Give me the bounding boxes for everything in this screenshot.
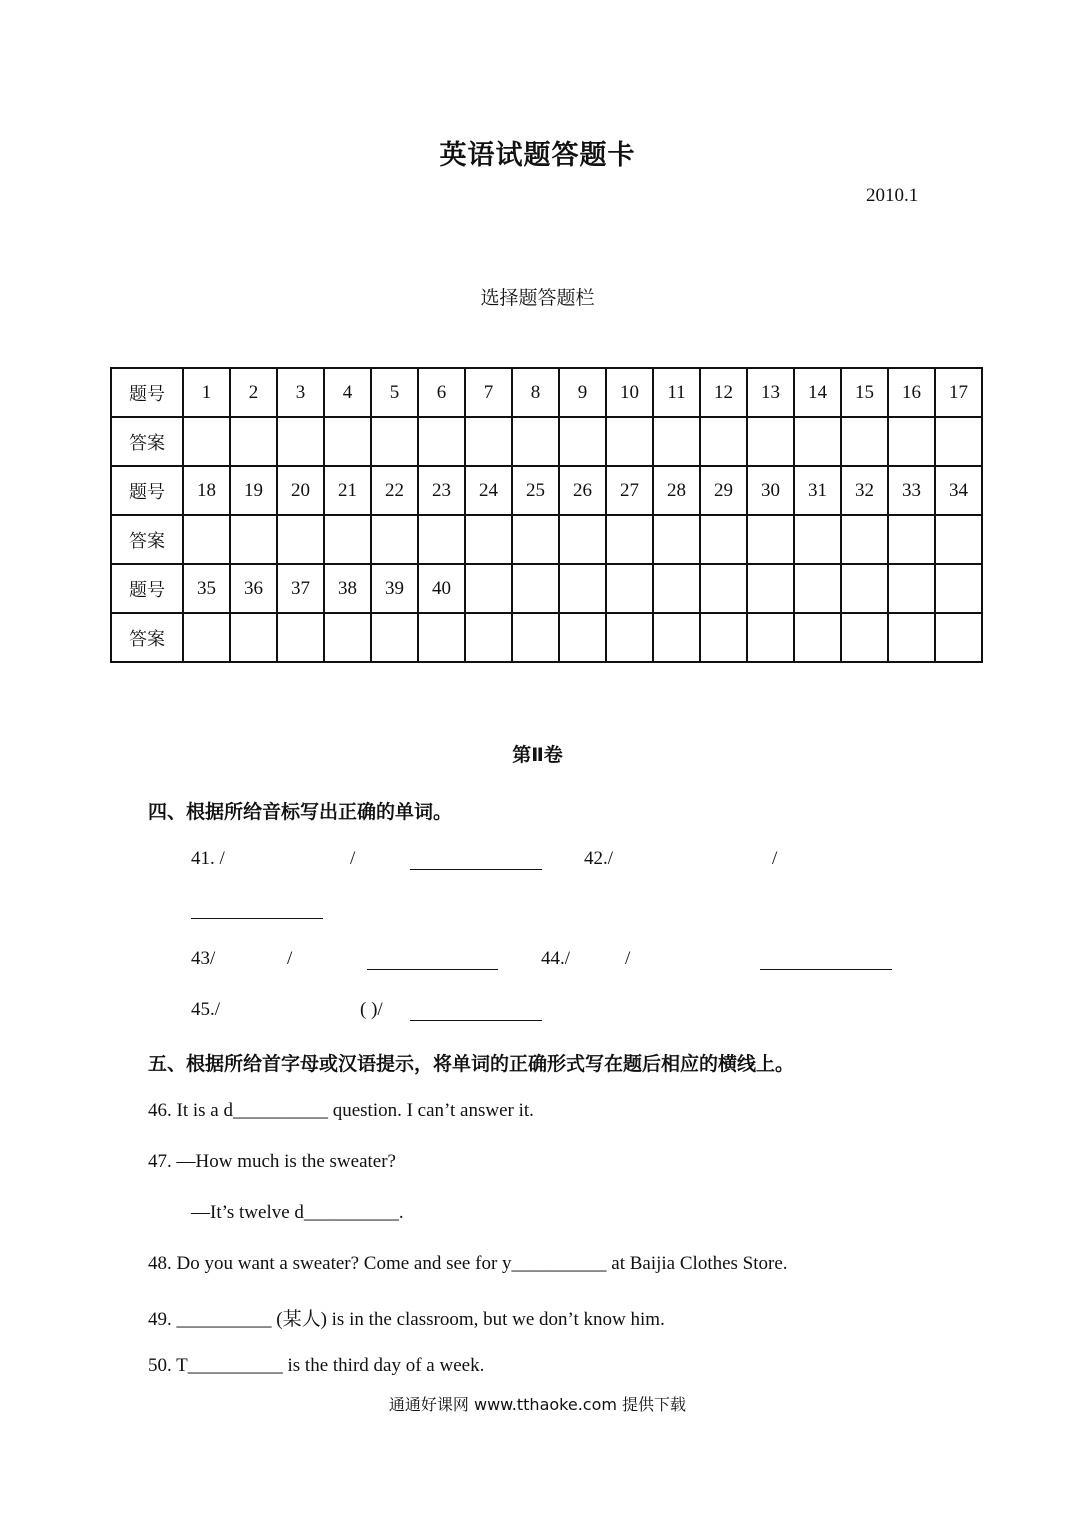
question-number-cell [794,564,841,613]
question-number-cell: 15 [841,368,888,417]
answer-cell[interactable] [230,417,277,466]
answer-cell[interactable] [606,515,653,564]
question-number-cell: 10 [606,368,653,417]
q44-slash: / [625,948,631,969]
page-title: 英语试题答题卡 [439,140,636,171]
answer-label-cell: 答案 [111,613,183,662]
question-number-cell: 11 [653,368,700,417]
q50-text: 50. T__________ is the third day of a week. [148,1355,485,1376]
question-label-cell: 题号 [111,466,183,515]
answer-cell[interactable] [324,613,371,662]
answer-cell[interactable] [841,417,888,466]
answer-cell[interactable] [700,613,747,662]
answer-cell[interactable] [277,515,324,564]
question-number-cell: 19 [230,466,277,515]
question-label-cell: 题号 [111,564,183,613]
q41-label: 41. / [191,848,225,869]
q42-slash: / [772,848,778,869]
answer-cell[interactable] [935,515,982,564]
answer-cell[interactable] [371,613,418,662]
answer-cell[interactable] [841,515,888,564]
question-number-cell: 20 [277,466,324,515]
question-number-cell: 27 [606,466,653,515]
answer-cell[interactable] [747,417,794,466]
question-number-cell [653,564,700,613]
answer-cell[interactable] [183,515,230,564]
answer-row [111,613,982,662]
answer-cell[interactable] [606,613,653,662]
answer-cell[interactable] [653,417,700,466]
answer-cell[interactable] [888,515,935,564]
answer-cell[interactable] [606,417,653,466]
question-number-cell: 1 [183,368,230,417]
answer-cell[interactable] [512,515,559,564]
answer-cell[interactable] [559,515,606,564]
answer-cell[interactable] [183,417,230,466]
question-number-cell: 12 [700,368,747,417]
question-number-row [111,368,982,417]
question-number-cell [512,564,559,613]
question-number-cell: 2 [230,368,277,417]
answer-row [111,417,982,466]
answer-cell[interactable] [465,515,512,564]
q45-paren: ( )/ [360,999,383,1020]
answer-cell[interactable] [747,515,794,564]
question-number-cell: 37 [277,564,324,613]
q41-slash: / [350,848,356,869]
question-number-cell: 40 [418,564,465,613]
q46-text: 46. It is a d__________ question. I can’t answer it. [148,1100,534,1121]
question-number-cell: 6 [418,368,465,417]
answer-cell[interactable] [512,417,559,466]
answer-cell[interactable] [935,613,982,662]
answer-cell[interactable] [512,613,559,662]
question-number-cell: 3 [277,368,324,417]
question-number-cell: 26 [559,466,606,515]
answer-row [111,515,982,564]
question-number-cell [747,564,794,613]
exam-date: 2010.1 [866,185,919,206]
question-number-cell: 8 [512,368,559,417]
question-number-cell: 38 [324,564,371,613]
answer-cell[interactable] [888,613,935,662]
answer-cell[interactable] [371,515,418,564]
q45-answer-blank[interactable] [410,1002,542,1021]
question-number-cell: 24 [465,466,512,515]
question-number-cell: 22 [371,466,418,515]
question-number-cell: 29 [700,466,747,515]
question-number-row [111,466,982,515]
question-number-cell: 9 [559,368,606,417]
q42-label: 42./ [584,848,614,869]
answer-cell[interactable] [418,613,465,662]
answer-cell[interactable] [794,515,841,564]
question-number-cell: 7 [465,368,512,417]
question-number-cell: 34 [935,466,982,515]
q47-answer: —It’s twelve d__________. [191,1202,404,1223]
answer-cell[interactable] [888,417,935,466]
question-number-cell [935,564,982,613]
q47-question: 47. —How much is the sweater? [148,1151,396,1172]
question-label-cell: 题号 [111,368,183,417]
q44-label: 44./ [541,948,571,969]
question-number-cell [888,564,935,613]
answer-cell[interactable] [559,613,606,662]
q43-answer-blank[interactable] [367,951,498,970]
question-number-cell: 31 [794,466,841,515]
question-number-cell: 36 [230,564,277,613]
answer-cell[interactable] [324,417,371,466]
question-number-cell: 25 [512,466,559,515]
answer-cell[interactable] [230,515,277,564]
answer-cell[interactable] [324,515,371,564]
answer-label-cell: 答案 [111,417,183,466]
question-number-cell [606,564,653,613]
answer-label-cell: 答案 [111,515,183,564]
answer-cell[interactable] [700,515,747,564]
question-number-cell: 35 [183,564,230,613]
answer-cell[interactable] [653,613,700,662]
question-number-cell [465,564,512,613]
q45-label: 45./ [191,999,221,1020]
answer-cell[interactable] [277,613,324,662]
question-number-cell: 21 [324,466,371,515]
q43-label: 43/ [191,948,216,969]
answer-cell[interactable] [183,613,230,662]
answer-cell[interactable] [371,417,418,466]
question-number-cell [700,564,747,613]
answer-cell[interactable] [935,417,982,466]
question-number-cell: 17 [935,368,982,417]
q43-slash: / [287,948,293,969]
answer-cell[interactable] [418,417,465,466]
question-number-cell: 39 [371,564,418,613]
part2-title: 第Ⅱ卷 [512,744,563,766]
answer-cell[interactable] [841,613,888,662]
answer-cell[interactable] [700,417,747,466]
q48-text: 48. Do you want a sweater? Come and see for y__________ at Baijia Clothes Store. [148,1253,788,1274]
answer-cell[interactable] [559,417,606,466]
question-number-cell: 13 [747,368,794,417]
section4-heading: 四、根据所给音标写出正确的单词。 [148,801,453,823]
answer-cell[interactable] [747,613,794,662]
question-number-cell: 30 [747,466,794,515]
answer-cell[interactable] [465,613,512,662]
question-number-cell [559,564,606,613]
question-number-cell: 23 [418,466,465,515]
question-number-cell: 5 [371,368,418,417]
question-number-cell: 28 [653,466,700,515]
question-number-cell: 18 [183,466,230,515]
answer-cell[interactable] [465,417,512,466]
answer-cell[interactable] [653,515,700,564]
question-number-cell: 14 [794,368,841,417]
footer-credit: 通通好课网 www.tthaoke.com 提供下载 [388,1395,687,1414]
q42-answer-blank[interactable] [191,900,323,919]
question-number-cell: 4 [324,368,371,417]
q41-answer-blank[interactable] [410,851,542,870]
answer-cell[interactable] [230,613,277,662]
q49-text: 49. __________ (某人) is in the classroom, but we don’t know him. [148,1309,665,1330]
question-number-cell: 16 [888,368,935,417]
answer-cell[interactable] [277,417,324,466]
answer-cell[interactable] [794,613,841,662]
question-number-cell [841,564,888,613]
answer-cell[interactable] [418,515,465,564]
question-number-cell: 32 [841,466,888,515]
q44-answer-blank[interactable] [760,951,892,970]
question-number-cell: 33 [888,466,935,515]
question-number-row [111,564,982,613]
answer-cell[interactable] [794,417,841,466]
section5-heading: 五、根据所给首字母或汉语提示，将单词的正确形式写在题后相应的横线上。 [148,1053,795,1075]
answer-grid [110,367,983,663]
answer-section-title: 选择题答题栏 [480,287,595,309]
